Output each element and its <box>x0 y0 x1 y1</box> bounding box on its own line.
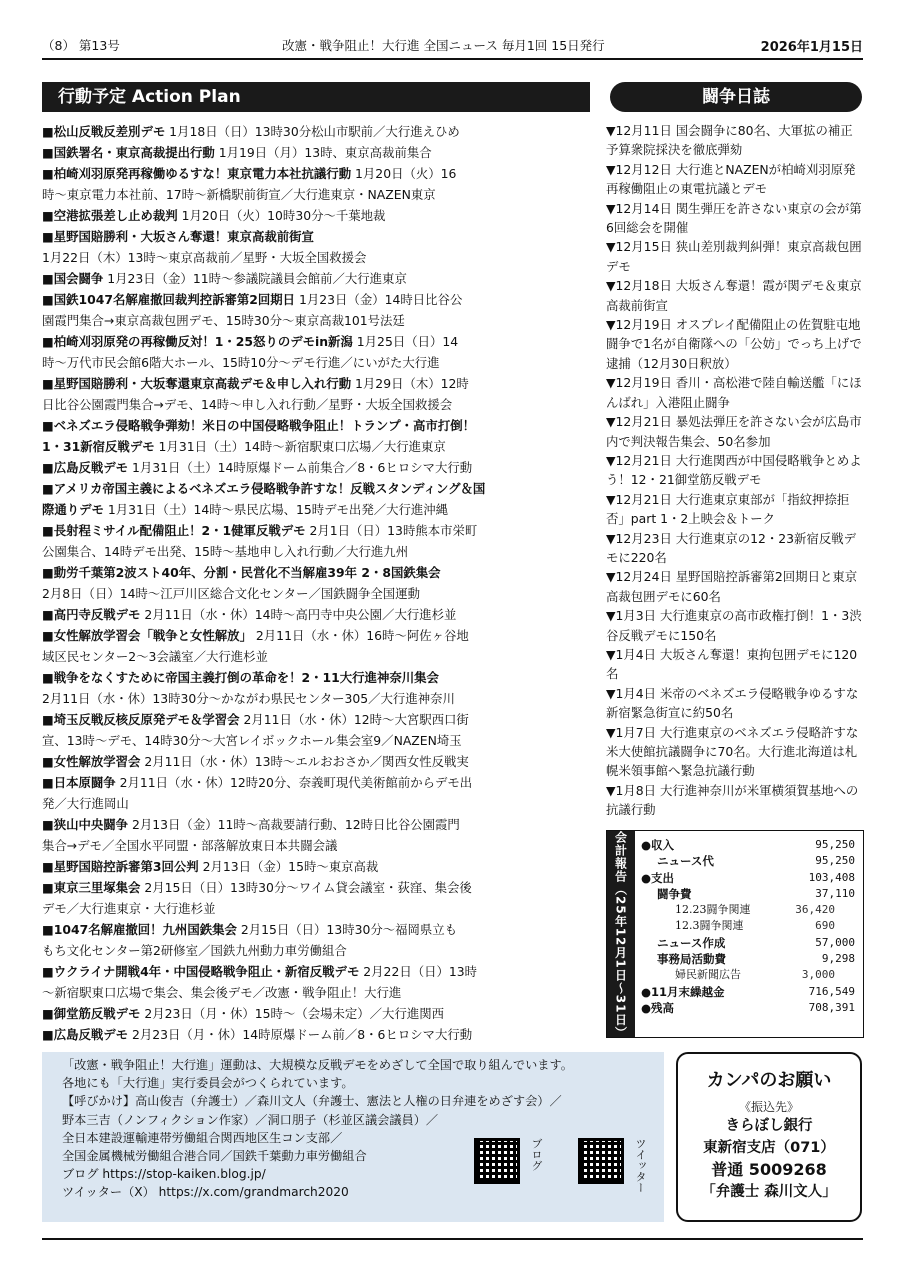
footer-rule <box>42 1238 863 1240</box>
action-plan-item <box>42 394 590 415</box>
action-plan-item-head: ■柏崎刈羽原発再稼働ゆるすな！東京電力本社抗議行動 <box>42 166 352 181</box>
action-plan-item-text: ～新宿駅東口広場で集会、集会後デモ／改憲・戦争阻止！大行進 <box>42 985 402 1000</box>
accounts-row-value: 37,110 <box>815 886 855 900</box>
action-plan-item-text: 1月23日（金）14時日比谷公 <box>295 292 463 307</box>
action-plan-item-head: ■ウクライナ開戦4年・中国侵略戦争阻止・新宿反戦デモ <box>42 964 360 979</box>
action-plan-item <box>42 541 590 562</box>
action-plan-item-head: ■東京三里塚集会 <box>42 880 141 895</box>
bank-branch: 東新宿支店（071） <box>703 1140 835 1156</box>
footer-line: 【呼びかけ】高山俊吉（弁護士）／森川文人（弁護士、憲法と人権の日弁連をめざす会）／ <box>62 1094 562 1109</box>
diary-entry: ▼12月24日 星野国賠控訴審第2回期日と東京高裁包囲デモに60名 <box>606 569 858 604</box>
accounts-row-value: 57,000 <box>815 935 855 949</box>
action-plan-item <box>42 499 590 520</box>
account-holder: 「弁護士 森川文人」 <box>701 1184 837 1200</box>
accounts-row-label: 事務局活動費 <box>657 952 726 967</box>
accounts-row <box>641 951 855 967</box>
accounts-row <box>641 918 855 934</box>
publication-name: 改憲・戦争阻止！大行進 全国ニュース 毎月1回 15日発行 <box>282 38 605 53</box>
action-plan-item-text: 2月8日（日）14時～江戸川区総合文化センター／国鉄闘争全国運動 <box>42 586 420 601</box>
accounts-row <box>641 902 855 918</box>
action-plan-item <box>42 856 590 877</box>
action-plan-item-head: ■埼玉反戦反核反原発デモ＆学習会 <box>42 712 240 727</box>
action-plan-item-head: ■御堂筋反戦デモ <box>42 1006 141 1021</box>
action-plan-item <box>42 919 590 940</box>
page-header <box>42 30 863 56</box>
action-plan-item-head: ■国会闘争 <box>42 271 104 286</box>
diary-entry: ▼12月23日 大行進東京の12・23新宿反戦デモに220名 <box>606 530 857 565</box>
diary-entry: ▼1月3日 大行進東京の高市政権打倒！1・3渋谷反戦デモに150名 <box>606 608 862 643</box>
action-plan-item-text: 2月11日（水・休）13時30分～かながわ県民センター305／大行進神奈川 <box>42 691 455 706</box>
action-plan-item-text: 1月25日（日）14 <box>352 334 459 349</box>
action-plan-item <box>42 814 590 835</box>
action-plan-item <box>42 205 590 226</box>
action-plan-item <box>42 877 590 898</box>
action-plan-item <box>42 688 590 709</box>
diary-entry: ▼1月4日 大坂さん奪還！東拘包囲デモに120名 <box>606 646 858 682</box>
twitter-qr-caption: ツイッター <box>634 1138 647 1193</box>
accounts-box <box>606 830 864 1038</box>
action-plan-item <box>42 751 590 772</box>
footer-line: 全国金属機械労働組合港合同／国鉄千葉動力車労働組合 <box>62 1149 367 1164</box>
donation-title: カンパのお願い <box>706 1070 832 1091</box>
action-plan-item-head: ■狭山中央闘争 <box>42 817 129 832</box>
accounts-row-value: 103,408 <box>808 870 855 884</box>
action-plan-item <box>42 709 590 730</box>
diary-title: 闘争日誌 <box>610 82 862 112</box>
accounts-row-value: 690 <box>815 919 835 933</box>
blog-qr-caption: ブログ <box>530 1138 543 1171</box>
action-plan-item-head: ■広島反戦デモ <box>42 460 129 475</box>
action-plan-item-head: ■星野国賠勝利・大坂さん奪還！東京高裁前街宣 <box>42 229 314 244</box>
diary-entry: ▼12月21日 暴処法弾圧を許さない会が広島市内で判決報告集会、50名参加 <box>606 414 862 449</box>
action-plan-item-text: 1月31日（土）14時原爆ドーム前集合／8・6ヒロシマ大行動 <box>128 460 473 475</box>
action-plan-item-head: ■アメリカ帝国主義によるベネズエラ侵略戦争許すな！反戦スタンディング＆国 <box>42 481 486 496</box>
account-number: 普通 5009268 <box>711 1160 827 1179</box>
action-plan-item-text: 時～万代市民会館6階大ホール、15時10分～デモ行進／にいがた大行進 <box>42 355 440 370</box>
action-plan-item <box>42 835 590 856</box>
page-issue: （8） 第13号 <box>42 38 120 53</box>
footer-link[interactable]: ブログ https://stop-kaiken.blog.jp/ <box>62 1167 266 1182</box>
accounts-row-label: 婦民新聞広告 <box>675 968 741 982</box>
action-plan-item-head: ■日本原闘争 <box>42 775 116 790</box>
action-plan-item-text: 1月20日（火）10時30分～千葉地裁 <box>177 208 386 223</box>
action-plan-item <box>42 310 590 331</box>
action-plan-item-head: ■柏崎刈羽原発の再稼働反対！1・25怒りのデモin新潟 <box>42 334 353 349</box>
accounts-row <box>641 886 855 902</box>
action-plan-item-head: ■国鉄1047名解雇撤回裁判控訴審第2回期日 <box>42 292 296 307</box>
action-plan-item-text: 2月13日（金）11時～高裁要請行動、12時日比谷公園霞門 <box>128 817 460 832</box>
action-plan-item-head: ■女性解放学習会「戦争と女性解放」 <box>42 628 252 643</box>
action-plan-item <box>42 940 590 961</box>
action-plan-item-text: 2月11日（水・休）14時～高円寺中央公園／大行進杉並 <box>140 607 457 622</box>
action-plan-item-text: 1月20日（火）16 <box>351 166 457 181</box>
action-plan-item-text: 園霞門集合→東京高裁包囲デモ、15時30分～東京高裁101号法廷 <box>42 313 405 328</box>
action-plan-item-text: 2月23日（月・休）14時原爆ドーム前／8・6ヒロシマ大行動 <box>128 1027 473 1042</box>
action-plan-item <box>42 667 590 688</box>
donation-box <box>676 1052 862 1222</box>
action-plan-item-text: 2月15日（日）13時30分～ワイム貸会議室・荻窪、集会後 <box>140 880 472 895</box>
action-plan-item-head: ■高円寺反戦デモ <box>42 607 141 622</box>
action-plan-list <box>42 121 590 1045</box>
bank-name: きらぼし銀行 <box>725 1118 813 1134</box>
accounts-row <box>641 1000 855 1016</box>
diary-entry: ▼12月21日 大行進東京東部が「指紋押捺拒否」part 1・2上映会＆トーク <box>606 491 850 527</box>
diary-entry: ▼1月4日 米帝のベネズエラ侵略戦争ゆるすな新宿緊急街宣に約50名 <box>606 685 859 721</box>
action-plan-item-text: デモ／大行進東京・大行進杉並 <box>42 901 216 916</box>
issue-date: 2026年1月15日 <box>760 40 863 55</box>
accounts-row <box>641 853 855 869</box>
footer-info-box <box>42 1052 664 1222</box>
action-plan-item-head: ■星野国賠勝利・大坂奪還東京高裁デモ＆申し入れ行動 <box>42 376 352 391</box>
action-plan-item <box>42 289 590 310</box>
action-plan-item <box>42 772 590 793</box>
diary-entry: ▼12月19日 香川・高松港で陸自輸送艦「にほんばれ」入港阻止闘争 <box>606 375 862 410</box>
action-plan-item-head: ■松山反戦反差別デモ <box>42 124 166 139</box>
accounts-row-label: ニュース作成 <box>657 935 726 950</box>
action-plan-item <box>42 457 590 478</box>
action-plan-item <box>42 121 590 142</box>
diary-entry: ▼1月7日 大行進東京のベネズエラ侵略許すな米大使館抗議闘争に70名。大行進北海道は札幌米領事館へ緊急抗議行動 <box>606 724 859 779</box>
action-plan-item-text: 2月1日（日）13時熊本市栄町 <box>305 523 478 538</box>
action-plan-item <box>42 604 590 625</box>
accounts-row-value: 716,549 <box>808 984 855 998</box>
action-plan-item-text: 2月11日（水・休）12時20分、奈義町現代美術館前からデモ出 <box>115 775 473 790</box>
action-plan-item-text: 発／大行進岡山 <box>42 796 129 811</box>
accounts-row-value: 95,250 <box>815 854 855 868</box>
diary-entry: ▼12月11日 国会闘争に80名、大軍拡の補正予算衆院採決を徹底弾劾 <box>606 123 853 158</box>
accounts-row-label: ●収入 <box>641 838 675 852</box>
footer-link[interactable]: ツイッター（X） https://x.com/grandmarch2020 <box>62 1185 349 1200</box>
footer-line: 各地にも「大行進」実行委員会がつくられています。 <box>62 1076 354 1091</box>
action-plan-item-text: 1月23日（金）11時～参議院議員会館前／大行進東京 <box>103 271 407 286</box>
action-plan-item <box>42 247 590 268</box>
accounts-row <box>641 837 855 853</box>
action-plan-item-text: 時～東京電力本社前、17時～新橋駅前街宣／大行進東京・NAZEN東京 <box>42 187 436 202</box>
footer-line: 「改憲・戦争阻止！大行進」運動は、大規模な反戦デモをめざして全国で取り組んでいます。 <box>62 1058 573 1072</box>
action-plan-item-text: 2月11日（水・休）16時～阿佐ヶ谷地 <box>251 628 469 643</box>
action-plan-item-head: 際通りデモ <box>42 502 104 517</box>
action-plan-item-text: 公園集合、14時デモ出発、15時～基地申し入れ行動／大行進九州 <box>42 544 409 559</box>
action-plan-item-head: ■女性解放学習会 <box>42 754 141 769</box>
action-plan-item <box>42 1024 590 1045</box>
twitter-qr-code[interactable] <box>578 1138 624 1184</box>
accounts-row-value: 9,298 <box>821 952 855 966</box>
diary-entry: ▼12月15日 狭山差別裁判糾弾！東京高裁包囲デモ <box>606 239 862 274</box>
accounts-row-label: 12.23闘争関連 <box>675 903 751 917</box>
diary-entry: ▼12月14日 関生弾圧を許さない東京の会が第6回総会を開催 <box>606 200 862 236</box>
action-plan-item-text: 1月31日（土）14時～新宿駅東口広場／大行進東京 <box>154 439 446 454</box>
action-plan-item <box>42 436 590 457</box>
action-plan-item-text: 宣、13時～デモ、14時30分～大宮レイボックホール集会室9／NAZEN埼玉 <box>42 733 462 748</box>
action-plan-item-text: 2月15日（日）13時30分～福岡県立も <box>236 922 458 937</box>
action-plan-item <box>42 373 590 394</box>
action-plan-item <box>42 415 590 436</box>
footer-line: 全日本建設運輸連帯労働組合関西地区生コン支部／ <box>62 1130 343 1145</box>
action-plan-item-head: ■星野国賠控訴審第3回公判 <box>42 859 199 874</box>
footer-text <box>62 1056 642 1202</box>
action-plan-item-text: 1月31日（土）14時～県民広場、15時デモ出発／大行進沖縄 <box>103 502 449 517</box>
accounts-label: 会計報告（25年12月1日～31日） <box>607 831 635 1037</box>
action-plan-item-text: 域区民センター2～3会議室／大行進杉並 <box>42 649 268 664</box>
action-plan-item-text: 2月22日（日）13時 <box>359 964 478 979</box>
accounts-row <box>641 935 855 951</box>
accounts-row <box>641 984 855 1000</box>
action-plan-item-head: ■国鉄署名・東京高裁提出行動 <box>42 145 215 160</box>
accounts-row <box>641 870 855 886</box>
action-plan-item-text: 2月11日（水・休）12時～大宮駅西口街 <box>239 712 469 727</box>
action-plan-item-head: ■1047名解雇撤回！九州国鉄集会 <box>42 922 237 937</box>
action-plan-item <box>42 646 590 667</box>
action-plan-item <box>42 961 590 982</box>
action-plan-item-head: ■広島反戦デモ <box>42 1027 129 1042</box>
action-plan-item-text: 2月23日（月・休）15時～（会場未定）／大行進関西 <box>140 1006 445 1021</box>
accounts-row-value: 36,420 <box>795 903 835 917</box>
accounts-row-value: 95,250 <box>815 838 855 851</box>
diary-entry: ▼1月8日 大行進神奈川が米軍横須賀基地への抗議行動 <box>606 782 859 818</box>
header-rule <box>42 58 863 60</box>
action-plan-item <box>42 982 590 1003</box>
accounts-row-value: 3,000 <box>801 968 835 982</box>
action-plan-item-head: 1・31新宿反戦デモ <box>42 439 155 454</box>
accounts-row-label: 闘争費 <box>657 886 692 901</box>
blog-qr-code[interactable] <box>474 1138 520 1184</box>
action-plan-item <box>42 226 590 247</box>
action-plan-item-text: 集合→デモ／全国水平同盟・部落解放東日本共闘会議 <box>42 838 338 853</box>
action-plan-item <box>42 520 590 541</box>
action-plan-item <box>42 268 590 289</box>
accounts-row-label: ●支出 <box>641 870 675 885</box>
action-plan-item <box>42 331 590 352</box>
donation-subtitle: 《振込先》 <box>738 1100 799 1114</box>
action-plan-item-text: 1月18日（日）13時30分松山市駅前／大行進えひめ <box>165 124 460 139</box>
action-plan-item-text: もち文化センター第2研修室／国鉄九州動力車労働組合 <box>42 943 347 958</box>
action-plan-item <box>42 730 590 751</box>
action-plan-item-text: 1月22日（木）13時～東京高裁前／星野・大坂全国救援会 <box>42 250 367 265</box>
accounts-row <box>641 967 855 983</box>
action-plan-item <box>42 352 590 373</box>
action-plan-item <box>42 625 590 646</box>
action-plan-item <box>42 562 590 583</box>
diary-list <box>606 121 864 820</box>
action-plan-item <box>42 1003 590 1024</box>
action-plan-item-text: 1月29日（木）12時 <box>351 376 469 391</box>
diary-entry: ▼12月21日 大行進関西が中国侵略戦争とめよう！12・21御堂筋反戦デモ <box>606 452 862 488</box>
action-plan-item-text: 2月13日（金）15時～東京高裁 <box>198 859 379 874</box>
diary-entry: ▼12月18日 大坂さん奪還！霞が関デモ＆東京高裁前街宣 <box>606 278 862 313</box>
action-plan-item <box>42 898 590 919</box>
action-plan-item-text: 日比谷公園霞門集合→デモ、14時～申し入れ行動／星野・大坂全国救援会 <box>42 397 453 412</box>
footer-line: 野本三吉（ノンフィクション作家）／洞口朋子（杉並区議会議員）／ <box>62 1112 439 1127</box>
action-plan-item-head: ■ベネズエラ侵略戦争弾劾！米日の中国侵略戦争阻止！トランプ・高市打倒！ <box>42 418 475 433</box>
accounts-row-value: 708,391 <box>808 1000 855 1014</box>
accounts-row-label: ニュース代 <box>657 854 714 869</box>
action-plan-item-head: ■空港拡張差し止め裁判 <box>42 208 178 223</box>
accounts-row-label: ●残高 <box>641 1000 675 1015</box>
accounts-row-label: 12.3闘争関連 <box>675 919 744 933</box>
action-plan-item-text: 1月19日（月）13時、東京高裁前集合 <box>214 145 432 160</box>
action-plan-title: 行動予定 Action Plan <box>42 82 590 112</box>
action-plan-item <box>42 163 590 184</box>
action-plan-item-head: ■長射程ミサイル配備阻止！2・1健軍反戦デモ <box>42 523 306 538</box>
action-plan-item <box>42 793 590 814</box>
action-plan-item-head: ■戦争をなくすために帝国主義打倒の革命を！2・11大行進神奈川集会 <box>42 670 439 685</box>
action-plan-item <box>42 583 590 604</box>
accounts-row-label: ●11月末繰越金 <box>641 984 725 999</box>
diary-entry: ▼12月19日 オスプレイ配備阻止の佐賀駐屯地闘争で1名が自衛隊への「公妨」でっち上げで逮捕（12月30日釈放） <box>606 317 862 371</box>
action-plan-item-text: 2月11日（水・休）13時～エルおおさか／関西女性反戦実 <box>140 754 469 769</box>
accounts-rows <box>641 837 855 1016</box>
diary-entry: ▼12月12日 大行進とNAZENが柏崎刈羽原発再稼働阻止の東電抗議とデモ <box>606 161 856 197</box>
action-plan-item <box>42 184 590 205</box>
action-plan-item <box>42 478 590 499</box>
action-plan-item <box>42 142 590 163</box>
action-plan-item-head: ■動労千葉第2波スト40年、分割・民営化不当解雇39年 2・8国鉄集会 <box>42 565 441 580</box>
